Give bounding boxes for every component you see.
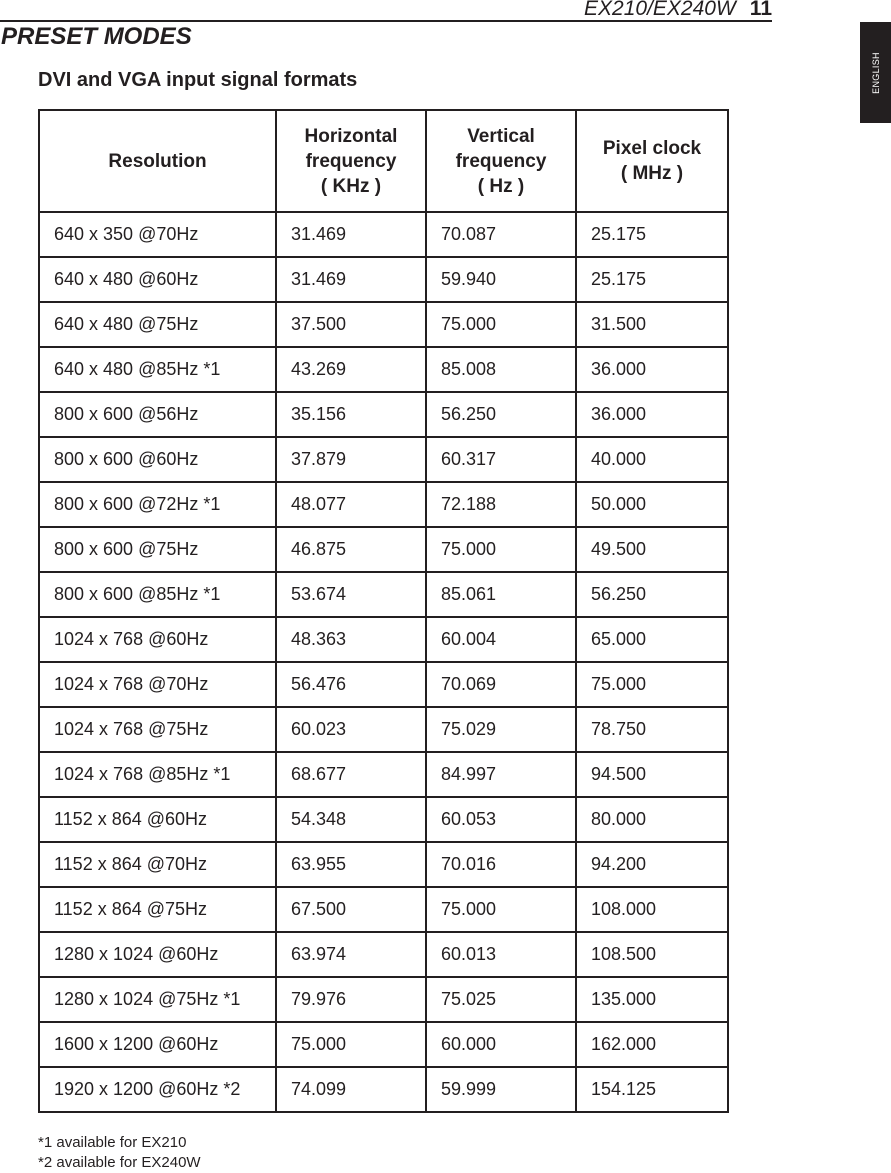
resolution-cell: 1024 x 768 @60Hz xyxy=(39,617,276,662)
pixel-clock-cell: 154.125 xyxy=(576,1067,728,1112)
language-tab xyxy=(860,22,891,123)
table-row xyxy=(39,392,728,437)
vertical-frequency-cell: 59.940 xyxy=(426,257,576,302)
vertical-frequency-cell: 84.997 xyxy=(426,752,576,797)
resolution-cell: 800 x 600 @85Hz *1 xyxy=(39,572,276,617)
horizontal-frequency-cell: 63.955 xyxy=(276,842,426,887)
page-number: 11 xyxy=(749,0,772,20)
table-row xyxy=(39,527,728,572)
pixel-clock-cell: 80.000 xyxy=(576,797,728,842)
table-row xyxy=(39,842,728,887)
table-row xyxy=(39,302,728,347)
table-body xyxy=(39,212,728,1112)
vertical-frequency-cell: 75.000 xyxy=(426,887,576,932)
vertical-frequency-cell: 56.250 xyxy=(426,392,576,437)
resolution-cell: 800 x 600 @56Hz xyxy=(39,392,276,437)
vertical-frequency-cell: 75.025 xyxy=(426,977,576,1022)
table-row xyxy=(39,752,728,797)
resolution-cell: 640 x 480 @75Hz xyxy=(39,302,276,347)
pixel-clock-cell: 36.000 xyxy=(576,392,728,437)
footnote-2: *2 available for EX240W xyxy=(38,1154,201,1171)
table-row xyxy=(39,977,728,1022)
column-header-vertical-frequency: Vertical frequency ( Hz ) xyxy=(426,110,576,212)
pixel-clock-cell: 75.000 xyxy=(576,662,728,707)
footnotes xyxy=(38,1133,201,1173)
table-row xyxy=(39,932,728,977)
horizontal-frequency-cell: 37.500 xyxy=(276,302,426,347)
resolution-cell: 800 x 600 @75Hz xyxy=(39,527,276,572)
vertical-frequency-cell: 60.000 xyxy=(426,1022,576,1067)
horizontal-frequency-cell: 75.000 xyxy=(276,1022,426,1067)
horizontal-frequency-cell: 56.476 xyxy=(276,662,426,707)
section-title: DVI and VGA input signal formats xyxy=(38,69,358,91)
horizontal-frequency-cell: 74.099 xyxy=(276,1067,426,1112)
table-row xyxy=(39,707,728,752)
resolution-cell: 1152 x 864 @60Hz xyxy=(39,797,276,842)
vertical-frequency-cell: 60.053 xyxy=(426,797,576,842)
pixel-clock-cell: 25.175 xyxy=(576,257,728,302)
table-row xyxy=(39,572,728,617)
table-row xyxy=(39,662,728,707)
vertical-frequency-cell: 59.999 xyxy=(426,1067,576,1112)
table-row xyxy=(39,1022,728,1067)
table-row xyxy=(39,617,728,662)
vertical-frequency-cell: 75.000 xyxy=(426,527,576,572)
pixel-clock-cell: 108.000 xyxy=(576,887,728,932)
resolution-cell: 1600 x 1200 @60Hz xyxy=(39,1022,276,1067)
vertical-frequency-cell: 85.061 xyxy=(426,572,576,617)
table-row xyxy=(39,437,728,482)
pixel-clock-cell: 65.000 xyxy=(576,617,728,662)
horizontal-frequency-cell: 31.469 xyxy=(276,257,426,302)
vertical-frequency-cell: 70.016 xyxy=(426,842,576,887)
pixel-clock-cell: 78.750 xyxy=(576,707,728,752)
pixel-clock-cell: 108.500 xyxy=(576,932,728,977)
resolution-cell: 800 x 600 @60Hz xyxy=(39,437,276,482)
pixel-clock-cell: 49.500 xyxy=(576,527,728,572)
page-header xyxy=(584,0,772,21)
table-row xyxy=(39,482,728,527)
pixel-clock-cell: 36.000 xyxy=(576,347,728,392)
horizontal-frequency-cell: 35.156 xyxy=(276,392,426,437)
resolution-cell: 1280 x 1024 @60Hz xyxy=(39,932,276,977)
table-row xyxy=(39,887,728,932)
table-row xyxy=(39,347,728,392)
resolution-cell: 1024 x 768 @70Hz xyxy=(39,662,276,707)
table-row xyxy=(39,797,728,842)
table-row xyxy=(39,212,728,257)
resolution-cell: 1152 x 864 @75Hz xyxy=(39,887,276,932)
horizontal-frequency-cell: 67.500 xyxy=(276,887,426,932)
page-title: PRESET MODES xyxy=(1,23,192,50)
vertical-frequency-cell: 75.029 xyxy=(426,707,576,752)
resolution-cell: 1920 x 1200 @60Hz *2 xyxy=(39,1067,276,1112)
horizontal-frequency-cell: 54.348 xyxy=(276,797,426,842)
resolution-cell: 640 x 480 @85Hz *1 xyxy=(39,347,276,392)
footnote-1: *1 available for EX210 xyxy=(38,1134,187,1151)
vertical-frequency-cell: 72.188 xyxy=(426,482,576,527)
pixel-clock-cell: 162.000 xyxy=(576,1022,728,1067)
pixel-clock-cell: 56.250 xyxy=(576,572,728,617)
resolution-cell: 640 x 480 @60Hz xyxy=(39,257,276,302)
model-name: EX210/EX240W xyxy=(584,0,736,20)
pixel-clock-cell: 94.500 xyxy=(576,752,728,797)
horizontal-frequency-cell: 60.023 xyxy=(276,707,426,752)
column-header-pixel-clock: Pixel clock ( MHz ) xyxy=(576,110,728,212)
vertical-frequency-cell: 60.317 xyxy=(426,437,576,482)
vertical-frequency-cell: 70.069 xyxy=(426,662,576,707)
pixel-clock-cell: 135.000 xyxy=(576,977,728,1022)
horizontal-frequency-cell: 79.976 xyxy=(276,977,426,1022)
vertical-frequency-cell: 60.004 xyxy=(426,617,576,662)
resolution-cell: 800 x 600 @72Hz *1 xyxy=(39,482,276,527)
column-header-horizontal-frequency: Horizontal frequency ( KHz ) xyxy=(276,110,426,212)
pixel-clock-cell: 31.500 xyxy=(576,302,728,347)
vertical-frequency-cell: 60.013 xyxy=(426,932,576,977)
horizontal-frequency-cell: 37.879 xyxy=(276,437,426,482)
column-header-resolution: Resolution xyxy=(39,110,276,212)
horizontal-frequency-cell: 63.974 xyxy=(276,932,426,977)
horizontal-frequency-cell: 48.077 xyxy=(276,482,426,527)
table-row xyxy=(39,257,728,302)
language-tab-label: ENGLISH xyxy=(870,51,881,94)
horizontal-frequency-cell: 46.875 xyxy=(276,527,426,572)
pixel-clock-cell: 50.000 xyxy=(576,482,728,527)
pixel-clock-cell: 25.175 xyxy=(576,212,728,257)
resolution-cell: 1280 x 1024 @75Hz *1 xyxy=(39,977,276,1022)
horizontal-frequency-cell: 68.677 xyxy=(276,752,426,797)
preset-modes-table xyxy=(38,109,729,1113)
resolution-cell: 1152 x 864 @70Hz xyxy=(39,842,276,887)
resolution-cell: 1024 x 768 @85Hz *1 xyxy=(39,752,276,797)
pixel-clock-cell: 40.000 xyxy=(576,437,728,482)
resolution-cell: 640 x 350 @70Hz xyxy=(39,212,276,257)
table-row xyxy=(39,1067,728,1112)
horizontal-frequency-cell: 31.469 xyxy=(276,212,426,257)
horizontal-frequency-cell: 53.674 xyxy=(276,572,426,617)
horizontal-frequency-cell: 48.363 xyxy=(276,617,426,662)
pixel-clock-cell: 94.200 xyxy=(576,842,728,887)
resolution-cell: 1024 x 768 @75Hz xyxy=(39,707,276,752)
horizontal-frequency-cell: 43.269 xyxy=(276,347,426,392)
vertical-frequency-cell: 70.087 xyxy=(426,212,576,257)
table-header-row xyxy=(39,110,728,212)
vertical-frequency-cell: 75.000 xyxy=(426,302,576,347)
vertical-frequency-cell: 85.008 xyxy=(426,347,576,392)
